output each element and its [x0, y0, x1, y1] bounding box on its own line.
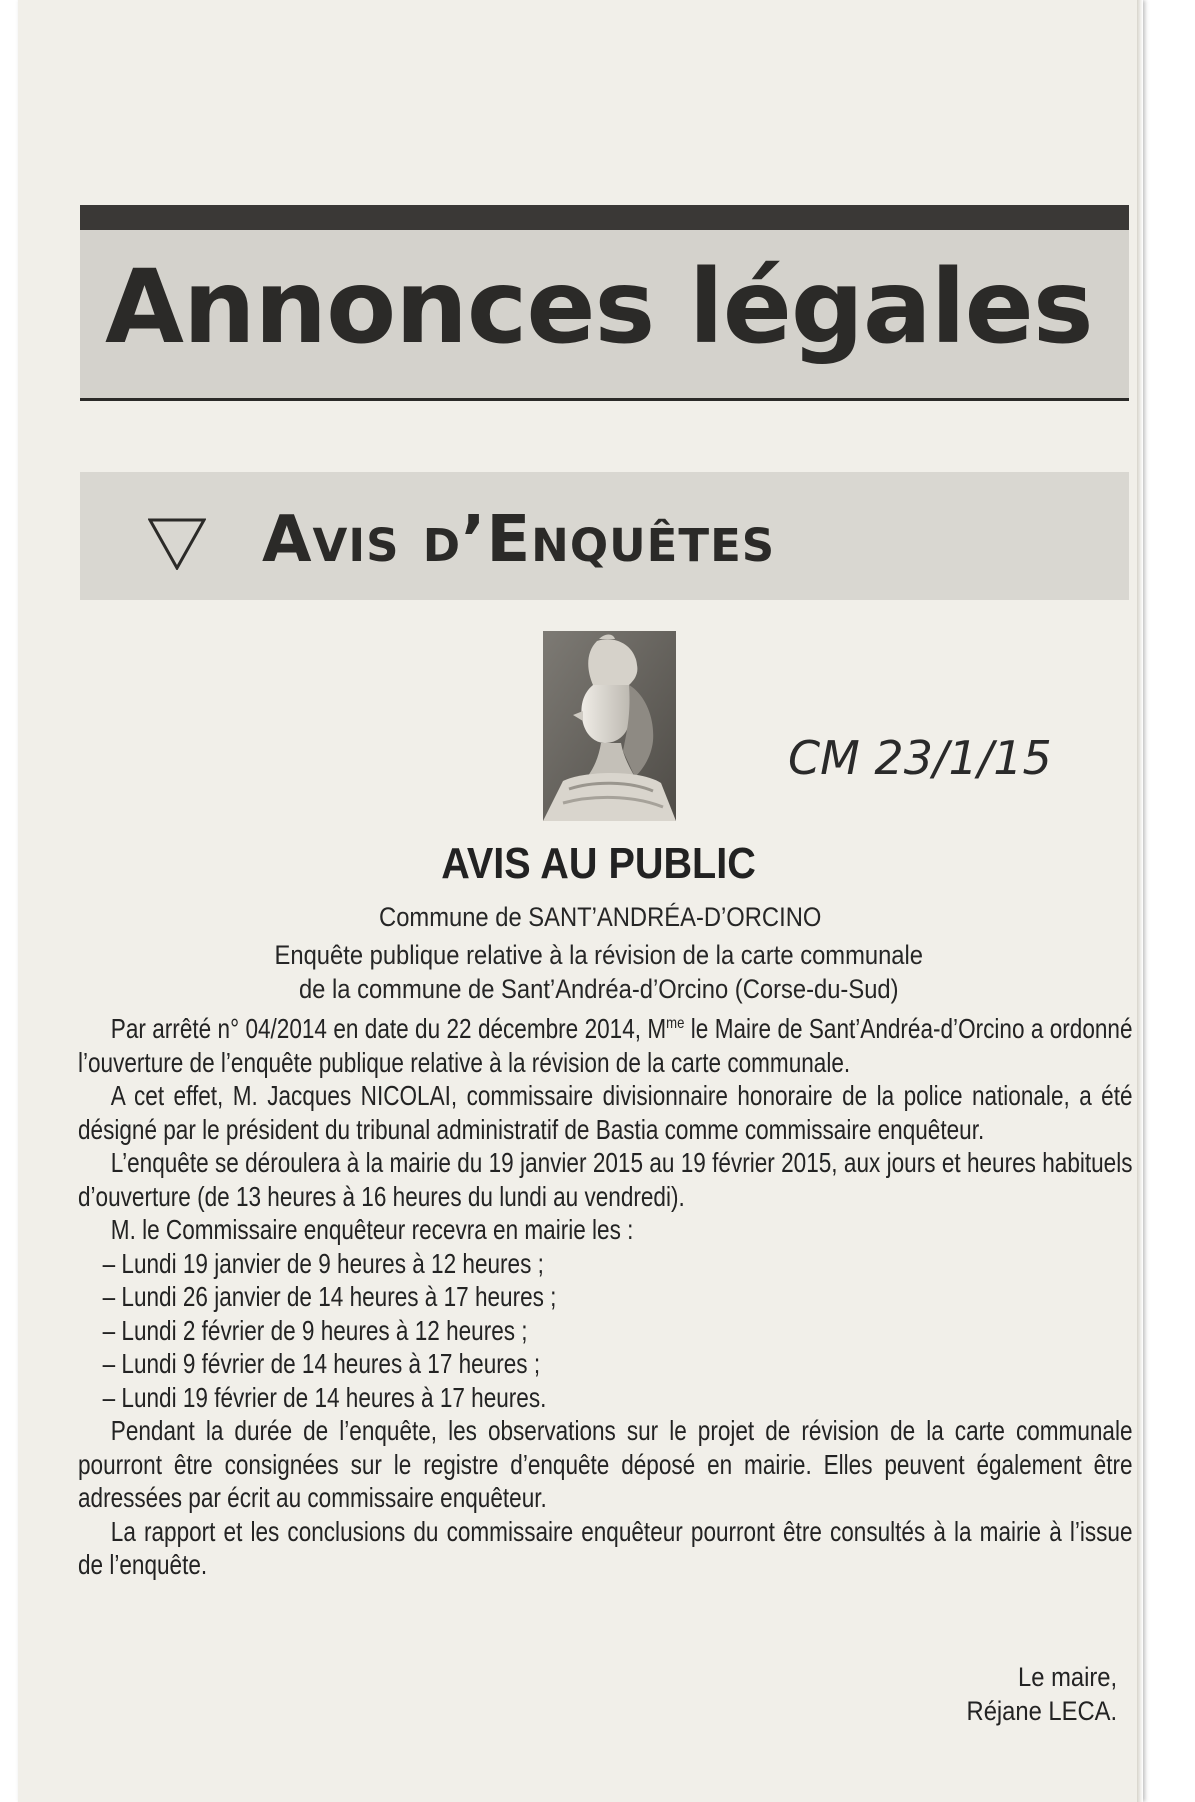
commune-line: Commune de SANT’ANDRÉA-D’ORCINO [379, 902, 822, 932]
triangle-down-icon [148, 518, 206, 570]
decree-superscript: me [666, 1014, 685, 1032]
paragraph-decree [78, 1012, 1133, 1079]
schedule-item: – Lundi 26 janvier de 14 heures à 17 heures ; [102, 1281, 557, 1312]
notice-title: AVIS AU PUBLIC [441, 839, 756, 888]
handwritten-date-text: CM 23/1/15 [788, 731, 1052, 785]
decree-text-end: le Maire de Sant’Andréa-d’Orcino a ordonné l’ouverture de l’enquête publique relative à la révision de la carte communale. [78, 1013, 1133, 1078]
notice-body [78, 1012, 1133, 1582]
header-title: Annonces légales [105, 248, 1093, 367]
header-rule [80, 398, 1129, 401]
paper-edge [1137, 0, 1143, 1802]
paragraph-schedule-intro: M. le Commissaire enquêteur recevra en mairie les : [110, 1214, 634, 1245]
handwritten-date-annotation [788, 718, 1078, 788]
schedule-item: – Lundi 19 février de 14 heures à 17 heures. [102, 1381, 547, 1413]
paragraph-report: La rapport et les conclusions du commissaire enquêteur pourront être consultés à la mairie à l’issue de l’enquête. [78, 1515, 1133, 1580]
marianne-bust-image [543, 631, 676, 821]
section-title: Avis d’Enquêtes [262, 503, 776, 577]
schedule-item: – Lundi 9 février de 14 heures à 17 heures ; [102, 1348, 541, 1379]
signature-name: Réjane LECA. [966, 1696, 1117, 1726]
paragraph-commissioner: A cet effet, M. Jacques NICOLAI, commissaire divisionnaire honoraire de la police nationale, a été désigné par le président du tribunal administratif de Bastia comme commissaire enquêteur. [78, 1080, 1133, 1145]
subject-line-1: Enquête publique relative à la révision de la carte communale [274, 940, 924, 970]
schedule-item: – Lundi 2 février de 9 heures à 12 heures ; [102, 1314, 528, 1346]
paragraph-observations: Pendant la durée de l’enquête, les observations sur le projet de révision de la carte communale pourront être consignées sur le registre d’enquête déposé en mairie. Elles peuvent également être adressées par écrit au commissaire enquêteur. [78, 1415, 1133, 1513]
schedule-item: – Lundi 19 janvier de 9 heures à 12 heures ; [102, 1247, 544, 1279]
decree-text-start: Par arrêté n° 04/2014 en date du 22 décembre 2014, M [110, 1013, 667, 1044]
subject-line-2: de la commune de Sant’Andréa-d’Orcino (Corse-du-Sud) [298, 974, 899, 1004]
signature-block [966, 1660, 1117, 1728]
signature-title: Le maire, [1017, 1662, 1117, 1692]
paragraph-dates: L’enquête se déroulera à la mairie du 19 janvier 2015 au 19 février 2015, aux jours et heures habituels d’ouverture (de 13 heures à 16 heures du lundi au vendredi). [78, 1147, 1133, 1212]
header-top-bar [80, 205, 1129, 230]
